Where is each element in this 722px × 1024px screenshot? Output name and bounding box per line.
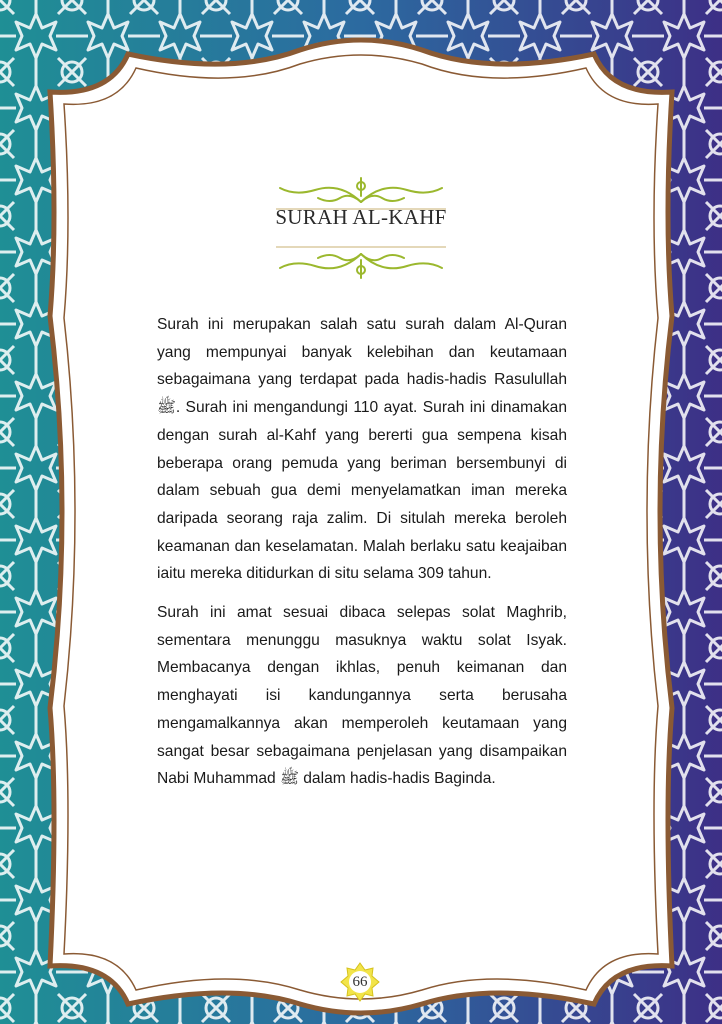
paragraph-1: Surah ini merupakan salah satu surah dalam Al-Quran yang mempunyai banyak kelebihan dan keutamaan sebagaimana yang terdapat pada hadis-hadis Rasulullah ﷺ. Surah ini mengandungi 110 ayat. Surah ini dinamakan dengan surah al-Kahf yang bererti gua sempena kisah beberapa orang pemuda yang beriman bersembunyi di dalam sebuah gua demi menyelamatkan iman mereka daripada seorang raja zalim. Di situlah mereka beroleh keamanan dan keselamatan. Malah berlaku satu keajaiban iaitu mereka ditidurkan di situ selama 309 tahun. (157, 316, 567, 583)
page-title: SURAH AL-KAHF (275, 205, 447, 229)
page-number-badge (340, 962, 380, 1002)
title-ornament-bottom (270, 244, 452, 284)
page-number: 66 (352, 974, 368, 990)
body-text (157, 311, 567, 793)
title-block (0, 205, 722, 230)
paragraph-2: Surah ini amat sesuai dibaca selepas solat Maghrib, sementara menunggu masuknya waktu solat Isyak. Membacanya dengan ikhlas, penuh keimanan dan menghayati isi kandungannya serta berusaha mengamalkannya akan memperoleh keutamaan yang sangat besar sebagaimana penjelasan yang disampaikan Nabi Muhammad ﷺ dalam hadis-hadis Baginda. (157, 604, 567, 788)
